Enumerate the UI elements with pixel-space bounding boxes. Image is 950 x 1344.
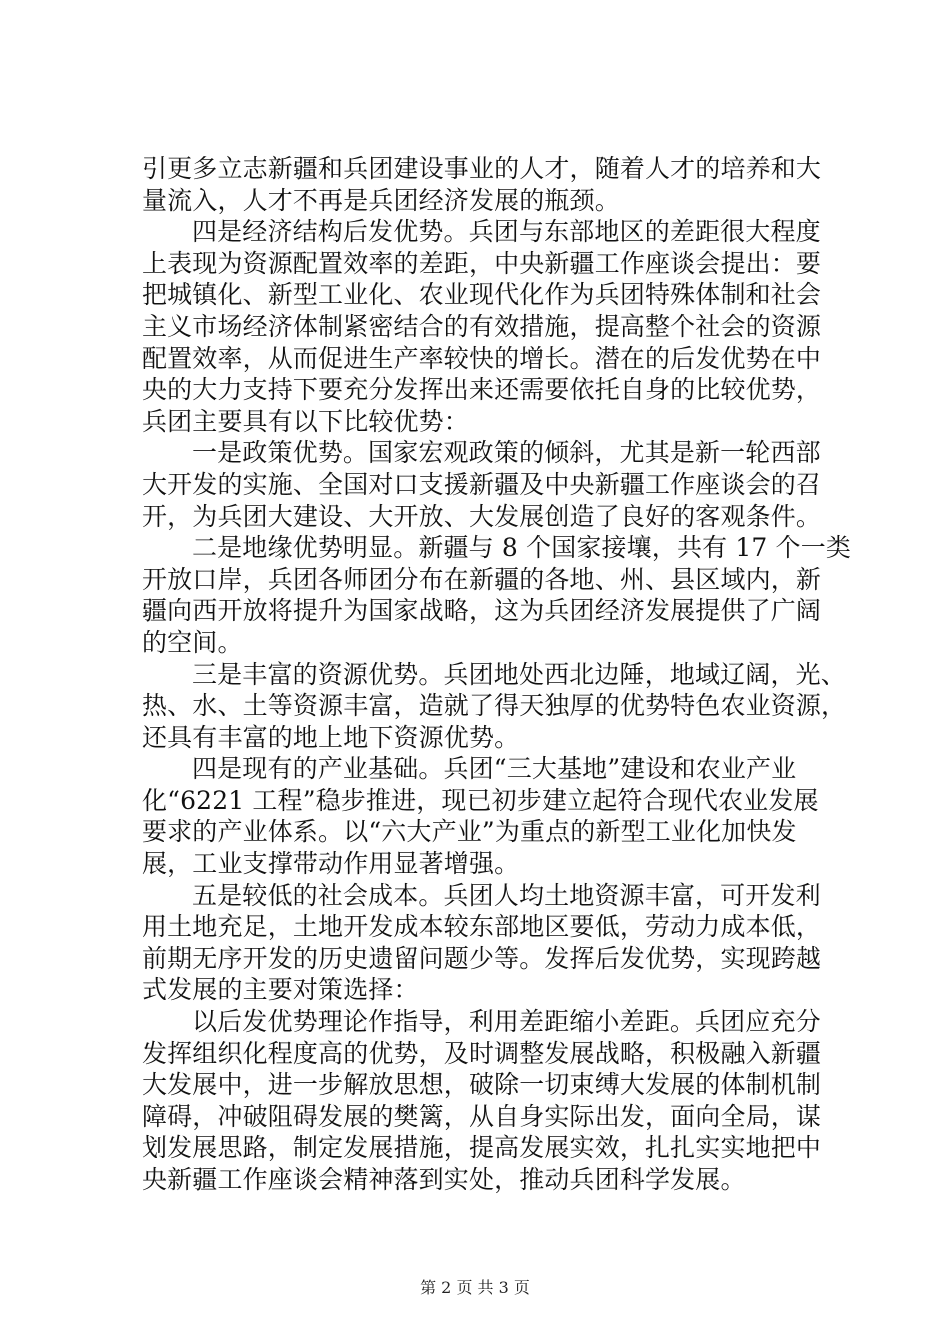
text-line: 以后发优势理论作指导，利用差距缩小差距。兵团应充分 xyxy=(192,1007,821,1037)
text-line: 大发展中，进一步解放思想，破除一切束缚大发展的体制机制 xyxy=(142,1070,822,1100)
text-line: 大开发的实施、全国对口支援新疆及中央新疆工作座谈会的召 xyxy=(142,469,822,499)
text-line: 划发展思路，制定发展措施，提高发展实效，扎扎实实地把中 xyxy=(142,1133,822,1163)
text-line: 引更多立志新疆和兵团建设事业的人才，随着人才的培养和大 xyxy=(142,154,822,183)
text-line: 热、水、土等资源丰富，造就了得天独厚的优势特色农业资源， xyxy=(142,691,847,721)
text-line: 四是经济结构后发优势。兵团与东部地区的差距很大程度 xyxy=(192,217,821,247)
page-footer: 第 2 页 共 3 页 xyxy=(420,1278,530,1297)
text-line: 主义市场经济体制紧密结合的有效措施，提高整个社会的资源 xyxy=(142,311,822,341)
text-line: 前期无序开发的历史遗留问题少等。发挥后发优势，实现跨越 xyxy=(142,943,822,973)
text-line: 疆向西开放将提升为国家战略，这为兵团经济发展提供了广阔 xyxy=(142,596,822,626)
text-line: 五是较低的社会成本。兵团人均土地资源丰富，可开发利 xyxy=(192,880,821,910)
text-line: 还具有丰富的地上地下资源优势。 xyxy=(142,722,520,752)
text-line: 化“6221 工程”稳步推进，现已初步建立起符合现代农业发展 xyxy=(142,785,819,815)
text-line: 障碍，冲破阻碍发展的樊篱，从自身实际出发，面向全局，谋 xyxy=(142,1101,822,1131)
text-line: 要求的产业体系。以“六大产业”为重点的新型工业化加快发 xyxy=(142,817,797,847)
text-line: 二是地缘优势明显。新疆与 8 个国家接壤，共有 17 个一类 xyxy=(192,533,852,563)
text-line: 央的大力支持下要充分发挥出来还需要依托自身的比较优势， xyxy=(142,375,822,405)
text-line: 配置效率，从而促进生产率较快的增长。潜在的后发优势在中 xyxy=(142,343,822,373)
text-line: 式发展的主要对策选择： xyxy=(142,975,419,1005)
text-line: 开，为兵团大建设、大开放、大发展创造了良好的客观条件。 xyxy=(142,501,822,531)
text-line: 量流入，人才不再是兵团经济发展的瓶颈。 xyxy=(142,185,620,215)
text-line: 开放口岸，兵团各师团分布在新疆的各地、州、县区域内，新 xyxy=(142,564,822,594)
text-line: 四是现有的产业基础。兵团“三大基地”建设和农业产业 xyxy=(192,754,797,784)
text-line: 把城镇化、新型工业化、农业现代化作为兵团特殊体制和社会 xyxy=(142,280,822,310)
text-line: 兵团主要具有以下比较优势： xyxy=(142,406,469,436)
document-body xyxy=(142,153,852,1196)
text-line: 用土地充足，土地开发成本较东部地区要低，劳动力成本低， xyxy=(142,912,822,942)
text-line: 展，工业支撑带动作用显著增强。 xyxy=(142,849,520,879)
text-line: 上表现为资源配置效率的差距，中央新疆工作座谈会提出：要 xyxy=(142,248,822,278)
text-line: 三是丰富的资源优势。兵团地处西北边陲，地域辽阔，光、 xyxy=(192,659,846,689)
text-line: 一是政策优势。国家宏观政策的倾斜，尤其是新一轮西部 xyxy=(192,438,821,468)
text-line: 发挥组织化程度高的优势，及时调整发展战略，积极融入新疆 xyxy=(142,1038,822,1068)
text-line: 的空间。 xyxy=(142,627,243,657)
text-line: 央新疆工作座谈会精神落到实处，推动兵团科学发展。 xyxy=(142,1165,746,1194)
